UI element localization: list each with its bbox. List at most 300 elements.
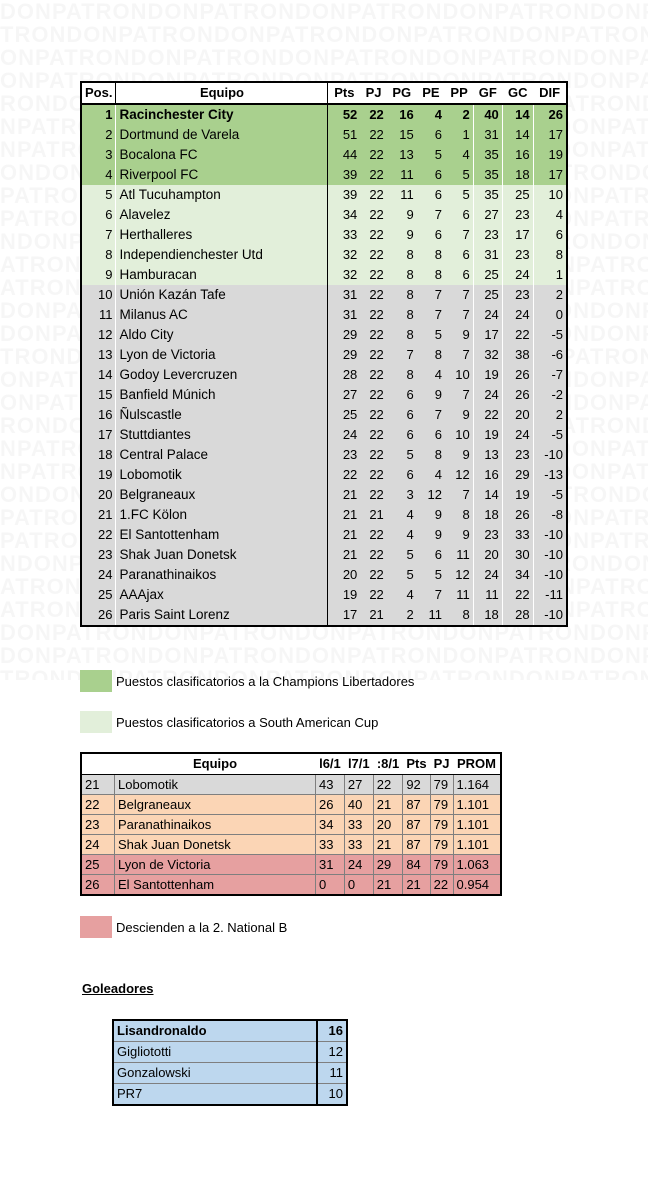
- cell-gc: 17: [502, 225, 533, 245]
- cell-gc: 28: [502, 605, 533, 626]
- cell-pg: 5: [387, 445, 417, 465]
- cell-gc: 16: [502, 145, 533, 165]
- table-row: [81, 605, 567, 626]
- cell-pts: 87: [403, 795, 430, 815]
- cell-pj: 22: [360, 345, 386, 365]
- cell-gf: 20: [473, 545, 502, 565]
- cell-pts: 20: [328, 565, 360, 585]
- header-dif: DIF: [533, 82, 567, 104]
- header-pj: PJ: [360, 82, 386, 104]
- cell-team: Lyon de Victoria: [116, 345, 328, 365]
- cell-team: Lobomotik: [116, 465, 328, 485]
- table-row: [81, 305, 567, 325]
- cell-gf: 40: [473, 104, 502, 125]
- cell-dif: -5: [533, 425, 567, 445]
- cell-dif: 26: [533, 104, 567, 125]
- cell-dif: -5: [533, 325, 567, 345]
- cell-pos: 14: [81, 365, 116, 385]
- cell-gc: 22: [502, 585, 533, 605]
- legend-champions: [80, 670, 560, 692]
- cell-team: Independienchester Utd: [116, 245, 328, 265]
- cell-dif: -10: [533, 525, 567, 545]
- cell-s2: 0: [344, 875, 373, 896]
- cell-dif: 8: [533, 245, 567, 265]
- cell-gc: 24: [502, 305, 533, 325]
- cell-s2: 24: [344, 855, 373, 875]
- cell-gc: 38: [502, 345, 533, 365]
- cell-gf: 13: [473, 445, 502, 465]
- cell-pp: 7: [445, 305, 473, 325]
- scorer-name: Gonzalowski: [113, 1063, 317, 1084]
- table-row: [81, 225, 567, 245]
- cell-team: El Santottenham: [116, 525, 328, 545]
- cell-pos: 3: [81, 145, 116, 165]
- cell-pp: 7: [445, 345, 473, 365]
- cell-pts: 39: [328, 165, 360, 185]
- cell-pos: 11: [81, 305, 116, 325]
- cell-team: Herthalleres: [116, 225, 328, 245]
- cell-gf: 35: [473, 185, 502, 205]
- cell-gc: 24: [502, 425, 533, 445]
- cell-pos: 23: [81, 545, 116, 565]
- cell-gc: 30: [502, 545, 533, 565]
- table-row: [81, 365, 567, 385]
- cell-pts: 23: [328, 445, 360, 465]
- cell-dif: -6: [533, 345, 567, 365]
- cell-pos: 12: [81, 325, 116, 345]
- header-season-3: :8/1: [373, 753, 403, 775]
- table-row: [81, 875, 501, 896]
- cell-gf: 19: [473, 425, 502, 445]
- cell-gf: 22: [473, 405, 502, 425]
- cell-team: Shak Juan Donetsk: [115, 835, 316, 855]
- cell-pj: 79: [430, 815, 453, 835]
- cell-pp: 8: [445, 505, 473, 525]
- cell-team: Belgraneaux: [116, 485, 328, 505]
- cell-gf: 24: [473, 305, 502, 325]
- cell-pos: 4: [81, 165, 116, 185]
- cell-pts: 25: [328, 405, 360, 425]
- cell-gc: 26: [502, 365, 533, 385]
- cell-pp: 6: [445, 205, 473, 225]
- cell-pg: 8: [387, 325, 417, 345]
- header-rank: [81, 753, 115, 775]
- header-gf: GF: [473, 82, 502, 104]
- list-item: [113, 1063, 347, 1084]
- table-row: [81, 525, 567, 545]
- table-row: [81, 325, 567, 345]
- cell-pe: 7: [417, 405, 445, 425]
- legend-swatch-light-green: [80, 711, 112, 733]
- cell-pe: 7: [417, 205, 445, 225]
- cell-pe: 8: [417, 345, 445, 365]
- cell-pg: 3: [387, 485, 417, 505]
- table-row: [81, 245, 567, 265]
- cell-gc: 24: [502, 265, 533, 285]
- header-prom: PROM: [453, 753, 501, 775]
- cell-pj: 22: [360, 465, 386, 485]
- cell-team: Alavelez: [116, 205, 328, 225]
- cell-s2: 40: [344, 795, 373, 815]
- cell-pe: 6: [417, 165, 445, 185]
- cell-pts: 29: [328, 325, 360, 345]
- cell-pts: 21: [403, 875, 430, 896]
- cell-pp: 7: [445, 285, 473, 305]
- table-row: [81, 855, 501, 875]
- cell-team: Central Palace: [116, 445, 328, 465]
- cell-pe: 8: [417, 265, 445, 285]
- cell-pp: 6: [445, 265, 473, 285]
- scorer-goals: 16: [317, 1020, 347, 1042]
- cell-pj: 22: [360, 405, 386, 425]
- cell-pe: 4: [417, 104, 445, 125]
- cell-rank: 24: [81, 835, 115, 855]
- cell-dif: -7: [533, 365, 567, 385]
- table-row: [81, 405, 567, 425]
- cell-team: Atl Tucuhampton: [116, 185, 328, 205]
- list-item: [113, 1042, 347, 1063]
- promedio-header-row: [81, 753, 501, 775]
- cell-s3: 21: [373, 795, 403, 815]
- table-row: [81, 545, 567, 565]
- cell-pts: 21: [328, 485, 360, 505]
- cell-prom: 1.101: [453, 815, 501, 835]
- cell-gc: 14: [502, 125, 533, 145]
- header-season-1: l6/1: [316, 753, 345, 775]
- promedio-table: [80, 752, 502, 896]
- cell-pp: 1: [445, 125, 473, 145]
- cell-pj: 22: [360, 485, 386, 505]
- cell-pts: 21: [328, 545, 360, 565]
- cell-pp: 11: [445, 585, 473, 605]
- legend-swatch-green: [80, 670, 112, 692]
- cell-pe: 12: [417, 485, 445, 505]
- cell-gc: 23: [502, 285, 533, 305]
- list-item: [113, 1020, 347, 1042]
- cell-gf: 19: [473, 365, 502, 385]
- scorers-title: Goleadores: [82, 981, 154, 996]
- cell-pp: 10: [445, 365, 473, 385]
- cell-dif: -10: [533, 545, 567, 565]
- legend-south: [80, 711, 560, 733]
- cell-pg: 9: [387, 225, 417, 245]
- cell-s3: 22: [373, 775, 403, 795]
- cell-pj: 22: [360, 325, 386, 345]
- cell-pg: 6: [387, 385, 417, 405]
- cell-pos: 9: [81, 265, 116, 285]
- cell-gc: 25: [502, 185, 533, 205]
- cell-team: Paranathinaikos: [115, 815, 316, 835]
- cell-gf: 16: [473, 465, 502, 485]
- cell-dif: 2: [533, 405, 567, 425]
- cell-pj: 22: [360, 125, 386, 145]
- cell-team: Unión Kazán Tafe: [116, 285, 328, 305]
- cell-rank: 25: [81, 855, 115, 875]
- table-row: [81, 104, 567, 125]
- cell-pj: 22: [360, 245, 386, 265]
- cell-pts: 32: [328, 265, 360, 285]
- cell-pg: 4: [387, 525, 417, 545]
- cell-gc: 29: [502, 465, 533, 485]
- cell-gc: 19: [502, 485, 533, 505]
- cell-pts: 32: [328, 245, 360, 265]
- cell-pj: 22: [360, 104, 386, 125]
- cell-pe: 7: [417, 305, 445, 325]
- cell-pe: 9: [417, 385, 445, 405]
- legend-south-text: Puestos clasificatorios a South American Cup: [116, 715, 379, 730]
- cell-pos: 13: [81, 345, 116, 365]
- header-team: Equipo: [115, 753, 316, 775]
- cell-gf: 27: [473, 205, 502, 225]
- cell-pg: 6: [387, 405, 417, 425]
- table-row: [81, 835, 501, 855]
- cell-pg: 15: [387, 125, 417, 145]
- cell-s1: 0: [316, 875, 345, 896]
- header-pg: PG: [387, 82, 417, 104]
- cell-pg: 8: [387, 365, 417, 385]
- table-row: [81, 345, 567, 365]
- cell-pp: 10: [445, 425, 473, 445]
- cell-s3: 29: [373, 855, 403, 875]
- table-row: [81, 165, 567, 185]
- table-row: [81, 125, 567, 145]
- cell-gf: 23: [473, 225, 502, 245]
- cell-team: Godoy Levercruzen: [116, 365, 328, 385]
- cell-prom: 1.063: [453, 855, 501, 875]
- cell-gf: 35: [473, 165, 502, 185]
- cell-pe: 11: [417, 605, 445, 626]
- scorer-name: Lisandronaldo: [113, 1020, 317, 1042]
- cell-pts: 21: [328, 505, 360, 525]
- cell-pp: 8: [445, 605, 473, 626]
- cell-pts: 92: [403, 775, 430, 795]
- scorer-goals: 11: [317, 1063, 347, 1084]
- cell-pj: 79: [430, 775, 453, 795]
- table-row: [81, 205, 567, 225]
- cell-pts: 22: [328, 465, 360, 485]
- cell-team: Racinchester City: [116, 104, 328, 125]
- standings-table: [80, 81, 568, 627]
- cell-pj: 22: [360, 265, 386, 285]
- header-pts: Pts: [403, 753, 430, 775]
- cell-team: Hamburacan: [116, 265, 328, 285]
- cell-s1: 34: [316, 815, 345, 835]
- cell-s2: 33: [344, 835, 373, 855]
- table-row: [81, 775, 501, 795]
- scorer-goals: 12: [317, 1042, 347, 1063]
- cell-gf: 25: [473, 265, 502, 285]
- cell-pj: 22: [360, 445, 386, 465]
- header-pp: PP: [445, 82, 473, 104]
- cell-pg: 11: [387, 165, 417, 185]
- cell-pos: 22: [81, 525, 116, 545]
- cell-gf: 18: [473, 605, 502, 626]
- cell-dif: -5: [533, 485, 567, 505]
- header-pj: PJ: [430, 753, 453, 775]
- cell-gc: 23: [502, 245, 533, 265]
- cell-prom: 0.954: [453, 875, 501, 896]
- cell-pp: 12: [445, 465, 473, 485]
- cell-pts: 44: [328, 145, 360, 165]
- cell-pj: 22: [360, 565, 386, 585]
- cell-s1: 33: [316, 835, 345, 855]
- cell-pj: 21: [360, 605, 386, 626]
- cell-gf: 17: [473, 325, 502, 345]
- cell-dif: -10: [533, 605, 567, 626]
- cell-pos: 15: [81, 385, 116, 405]
- cell-pj: 22: [360, 145, 386, 165]
- cell-pe: 5: [417, 145, 445, 165]
- cell-pj: 22: [360, 185, 386, 205]
- table-row: [81, 815, 501, 835]
- cell-prom: 1.164: [453, 775, 501, 795]
- cell-pos: 5: [81, 185, 116, 205]
- cell-dif: 19: [533, 145, 567, 165]
- cell-pe: 5: [417, 565, 445, 585]
- header-season-2: l7/1: [344, 753, 373, 775]
- cell-pe: 9: [417, 525, 445, 545]
- cell-pp: 5: [445, 165, 473, 185]
- cell-pos: 6: [81, 205, 116, 225]
- cell-pg: 4: [387, 505, 417, 525]
- cell-pg: 5: [387, 565, 417, 585]
- cell-dif: -10: [533, 445, 567, 465]
- cell-pos: 20: [81, 485, 116, 505]
- cell-team: Milanus AC: [116, 305, 328, 325]
- cell-gc: 34: [502, 565, 533, 585]
- cell-pos: 2: [81, 125, 116, 145]
- cell-dif: -8: [533, 505, 567, 525]
- cell-pp: 7: [445, 485, 473, 505]
- cell-pg: 4: [387, 585, 417, 605]
- cell-pts: 24: [328, 425, 360, 445]
- cell-dif: 0: [533, 305, 567, 325]
- cell-gc: 33: [502, 525, 533, 545]
- cell-pe: 7: [417, 285, 445, 305]
- cell-pp: 7: [445, 385, 473, 405]
- cell-pts: 31: [328, 305, 360, 325]
- cell-pe: 4: [417, 465, 445, 485]
- cell-pp: 9: [445, 525, 473, 545]
- cell-pts: 17: [328, 605, 360, 626]
- cell-team: El Santottenham: [115, 875, 316, 896]
- cell-s2: 27: [344, 775, 373, 795]
- list-item: [113, 1084, 347, 1106]
- cell-pp: 12: [445, 565, 473, 585]
- cell-pe: 6: [417, 545, 445, 565]
- cell-team: AAAjax: [116, 585, 328, 605]
- cell-pts: 39: [328, 185, 360, 205]
- cell-pos: 16: [81, 405, 116, 425]
- cell-pj: 79: [430, 795, 453, 815]
- cell-s1: 26: [316, 795, 345, 815]
- cell-pj: 22: [360, 585, 386, 605]
- legend-descenso: [80, 916, 560, 938]
- cell-dif: 17: [533, 165, 567, 185]
- cell-pts: 87: [403, 815, 430, 835]
- cell-pts: 52: [328, 104, 360, 125]
- table-row: [81, 145, 567, 165]
- cell-pj: 22: [360, 425, 386, 445]
- cell-gc: 26: [502, 385, 533, 405]
- cell-pe: 6: [417, 185, 445, 205]
- cell-team: Paris Saint Lorenz: [116, 605, 328, 626]
- cell-pj: 22: [360, 545, 386, 565]
- cell-team: Paranathinaikos: [116, 565, 328, 585]
- cell-gf: 25: [473, 285, 502, 305]
- cell-team: Belgraneaux: [115, 795, 316, 815]
- cell-pts: 21: [328, 525, 360, 545]
- cell-pj: 22: [360, 385, 386, 405]
- cell-pg: 6: [387, 425, 417, 445]
- table-row: [81, 385, 567, 405]
- cell-pts: 28: [328, 365, 360, 385]
- table-row: [81, 425, 567, 445]
- cell-dif: -11: [533, 585, 567, 605]
- cell-pos: 24: [81, 565, 116, 585]
- cell-pj: 22: [360, 225, 386, 245]
- cell-prom: 1.101: [453, 795, 501, 815]
- header-gc: GC: [502, 82, 533, 104]
- cell-team: Riverpool FC: [116, 165, 328, 185]
- cell-team: 1.FC Kölon: [116, 505, 328, 525]
- cell-team: Shak Juan Donetsk: [116, 545, 328, 565]
- cell-pj: 22: [430, 875, 453, 896]
- cell-prom: 1.101: [453, 835, 501, 855]
- cell-pg: 8: [387, 305, 417, 325]
- cell-pj: 22: [360, 205, 386, 225]
- cell-rank: 21: [81, 775, 115, 795]
- cell-s3: 21: [373, 875, 403, 896]
- cell-pg: 8: [387, 245, 417, 265]
- cell-pj: 22: [360, 285, 386, 305]
- cell-pos: 26: [81, 605, 116, 626]
- cell-team: Lyon de Victoria: [115, 855, 316, 875]
- cell-pg: 7: [387, 345, 417, 365]
- cell-gf: 31: [473, 245, 502, 265]
- cell-gc: 14: [502, 104, 533, 125]
- cell-dif: 6: [533, 225, 567, 245]
- cell-pp: 9: [445, 405, 473, 425]
- cell-pj: 22: [360, 525, 386, 545]
- cell-pj: 79: [430, 835, 453, 855]
- cell-pp: 5: [445, 185, 473, 205]
- cell-pos: 17: [81, 425, 116, 445]
- legend-swatch-red: [80, 916, 112, 938]
- header-pe: PE: [417, 82, 445, 104]
- cell-team: Bocalona FC: [116, 145, 328, 165]
- cell-pe: 7: [417, 585, 445, 605]
- scorer-name: Gigliototti: [113, 1042, 317, 1063]
- cell-pg: 16: [387, 104, 417, 125]
- table-row: [81, 585, 567, 605]
- cell-dif: 17: [533, 125, 567, 145]
- scorers-table: [112, 1019, 348, 1106]
- table-row: [81, 185, 567, 205]
- cell-pg: 2: [387, 605, 417, 626]
- cell-pts: 87: [403, 835, 430, 855]
- cell-pg: 5: [387, 545, 417, 565]
- cell-gf: 24: [473, 385, 502, 405]
- table-row: [81, 285, 567, 305]
- standings-header-row: [81, 82, 567, 104]
- cell-pts: 31: [328, 285, 360, 305]
- cell-dif: -13: [533, 465, 567, 485]
- cell-pe: 6: [417, 425, 445, 445]
- header-pts: Pts: [328, 82, 360, 104]
- cell-gc: 22: [502, 325, 533, 345]
- cell-pos: 25: [81, 585, 116, 605]
